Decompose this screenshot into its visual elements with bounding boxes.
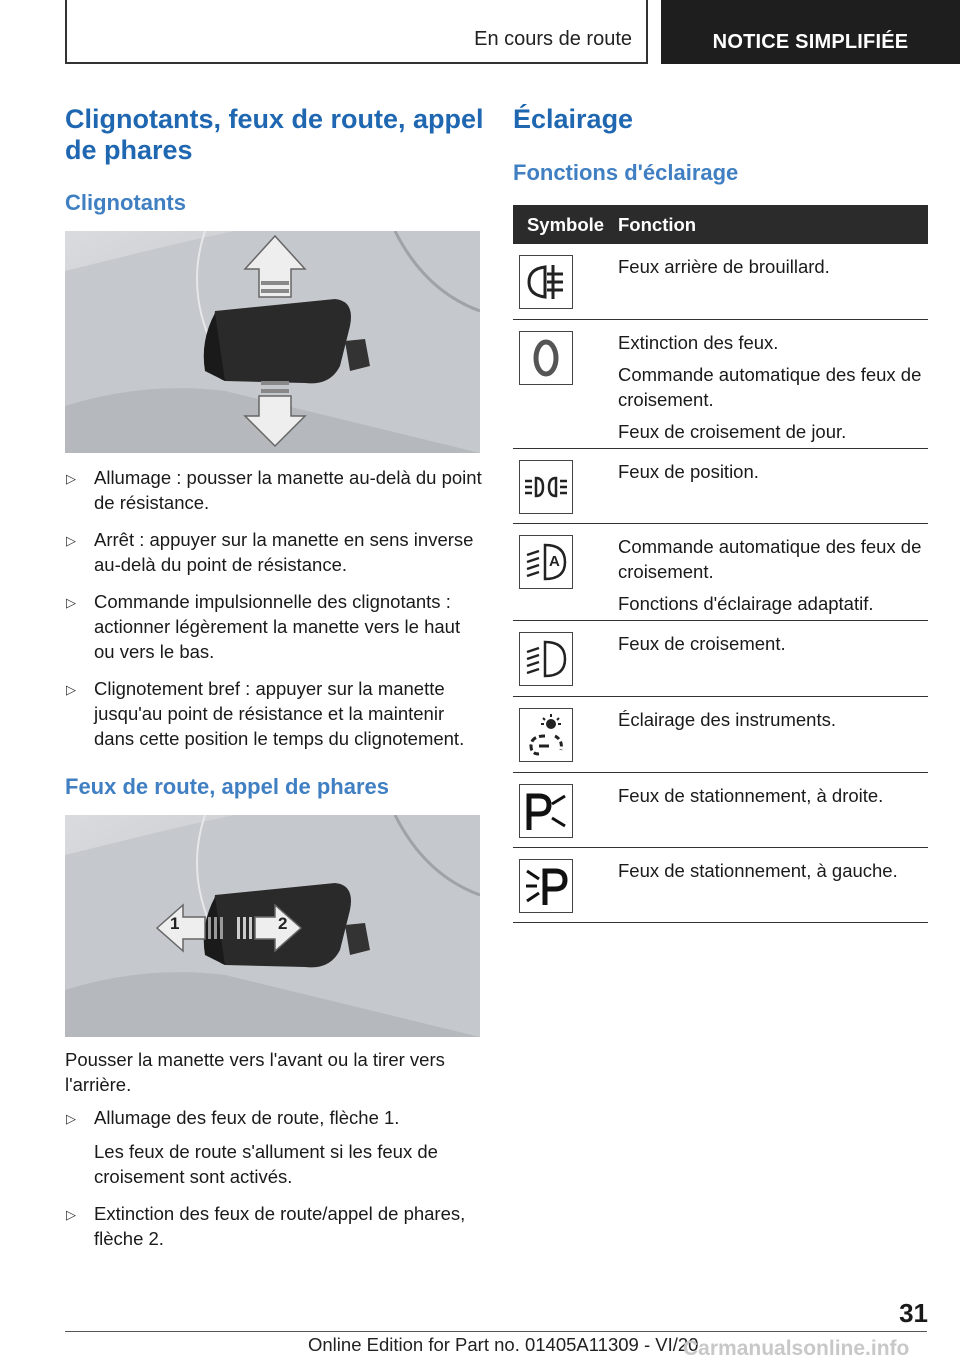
table-cell-function: Feux de position. [618, 461, 759, 482]
bullet-marker: ▷ [66, 682, 76, 697]
table-row [513, 697, 928, 773]
table-cell-function: Fonctions d'éclairage adaptatif. [618, 593, 874, 614]
table-cell-function: Feux de croisement de jour. [618, 421, 847, 442]
list-item [65, 1105, 485, 1189]
list-item-text: Commande impulsionnelle des clignotants : actionner légèrement la manette vers le haut ou vers le bas. [94, 591, 461, 662]
figure-turn-signal-stalk [65, 231, 480, 453]
table-cell-function: Feux de stationnement, à gauche. [618, 860, 898, 881]
bullet-marker: ▷ [66, 595, 76, 610]
list-item-text: Allumage des feux de route, flèche 1. [94, 1107, 400, 1128]
list-item-text: Arrêt : appuyer sur la manette en sens inverse au-delà du point de résistance. [94, 529, 474, 575]
list-item [65, 465, 485, 515]
list-item-text: Clignotement bref : appuyer sur la manette jusqu'au point de résistance et la maintenir dans cette position le temps du clignotement. [94, 678, 465, 749]
table-row [513, 848, 928, 923]
table-header-row [513, 205, 928, 244]
list-item [65, 527, 485, 577]
list-item [65, 589, 485, 664]
bullet-marker: ▷ [66, 1207, 76, 1222]
table-cell-function: Commande automatique des feux de croisement. [618, 364, 922, 410]
high-beam-bullet-list [65, 1105, 485, 1263]
svg-text:A: A [549, 553, 560, 570]
footer-divider [65, 1331, 927, 1332]
section-label: En cours de route [474, 28, 632, 50]
lights-off-zero-icon [519, 331, 573, 385]
list-item-subtext: Les feux de route s'allument si les feux de croisement sont activés. [94, 1141, 438, 1187]
arrow-label-2: 2 [278, 914, 288, 933]
table-row [513, 244, 928, 320]
left-section-title: Clignotants, feux de route, appel de phares [65, 104, 484, 165]
footer-edition: Online Edition for Part no. 01405A11309 - VI/20 [308, 1334, 699, 1355]
list-item [65, 676, 485, 751]
parking-light-right-icon [519, 784, 573, 838]
table-row [513, 320, 928, 449]
watermark: Carmanualsonline.info [683, 1337, 910, 1360]
subsection-title-turn-signals: Clignotants [65, 190, 186, 215]
list-item [65, 1201, 485, 1251]
table-header-symbol: Symbole [526, 214, 605, 235]
table-cell-function: Extinction des feux. [618, 332, 779, 353]
table-row [513, 621, 928, 697]
page-number: 31 [899, 1298, 928, 1328]
instrument-lighting-icon [519, 708, 573, 762]
auto-headlight-icon [519, 535, 573, 589]
header-frame [65, 0, 648, 64]
subsection-title-high-beam: Feux de route, appel de phares [65, 774, 389, 799]
bullet-marker: ▷ [66, 533, 76, 548]
list-item-text: Allumage : pousser la manette au-delà du point de résistance. [94, 467, 482, 513]
table-cell-function: Feux de stationnement, à droite. [618, 785, 884, 806]
low-beam-icon [519, 632, 573, 686]
table-row [513, 524, 928, 621]
table-cell-function: Commande automatique des feux de croisement. [618, 536, 922, 582]
parking-lights-icon [519, 460, 573, 514]
table-row [513, 773, 928, 848]
bullet-marker: ▷ [66, 1111, 76, 1126]
lighting-functions-table [513, 205, 928, 923]
table-header-function: Fonction [618, 214, 697, 235]
rear-fog-light-icon [519, 255, 573, 309]
list-item-text: Extinction des feux de route/appel de phares, flèche 2. [94, 1203, 466, 1249]
table-cell-function: Feux de croisement. [618, 633, 786, 654]
bullet-marker: ▷ [66, 471, 76, 486]
table-cell-function: Éclairage des instruments. [618, 709, 836, 730]
table-cell-function: Feux arrière de brouillard. [618, 256, 830, 277]
turn-signal-bullet-list [65, 465, 485, 763]
table-row [513, 449, 928, 524]
right-section-title: Éclairage [513, 104, 634, 134]
parking-light-left-icon [519, 859, 573, 913]
arrow-label-1: 1 [170, 914, 180, 933]
subsection-title-lighting-functions: Fonctions d'éclairage [513, 160, 739, 185]
high-beam-paragraph: Pousser la manette vers l'avant ou la tirer vers l'arrière. [65, 1049, 445, 1095]
chapter-tab: NOTICE SIMPLIFIÉE [661, 0, 960, 64]
figure-high-beam-stalk [65, 815, 480, 1037]
